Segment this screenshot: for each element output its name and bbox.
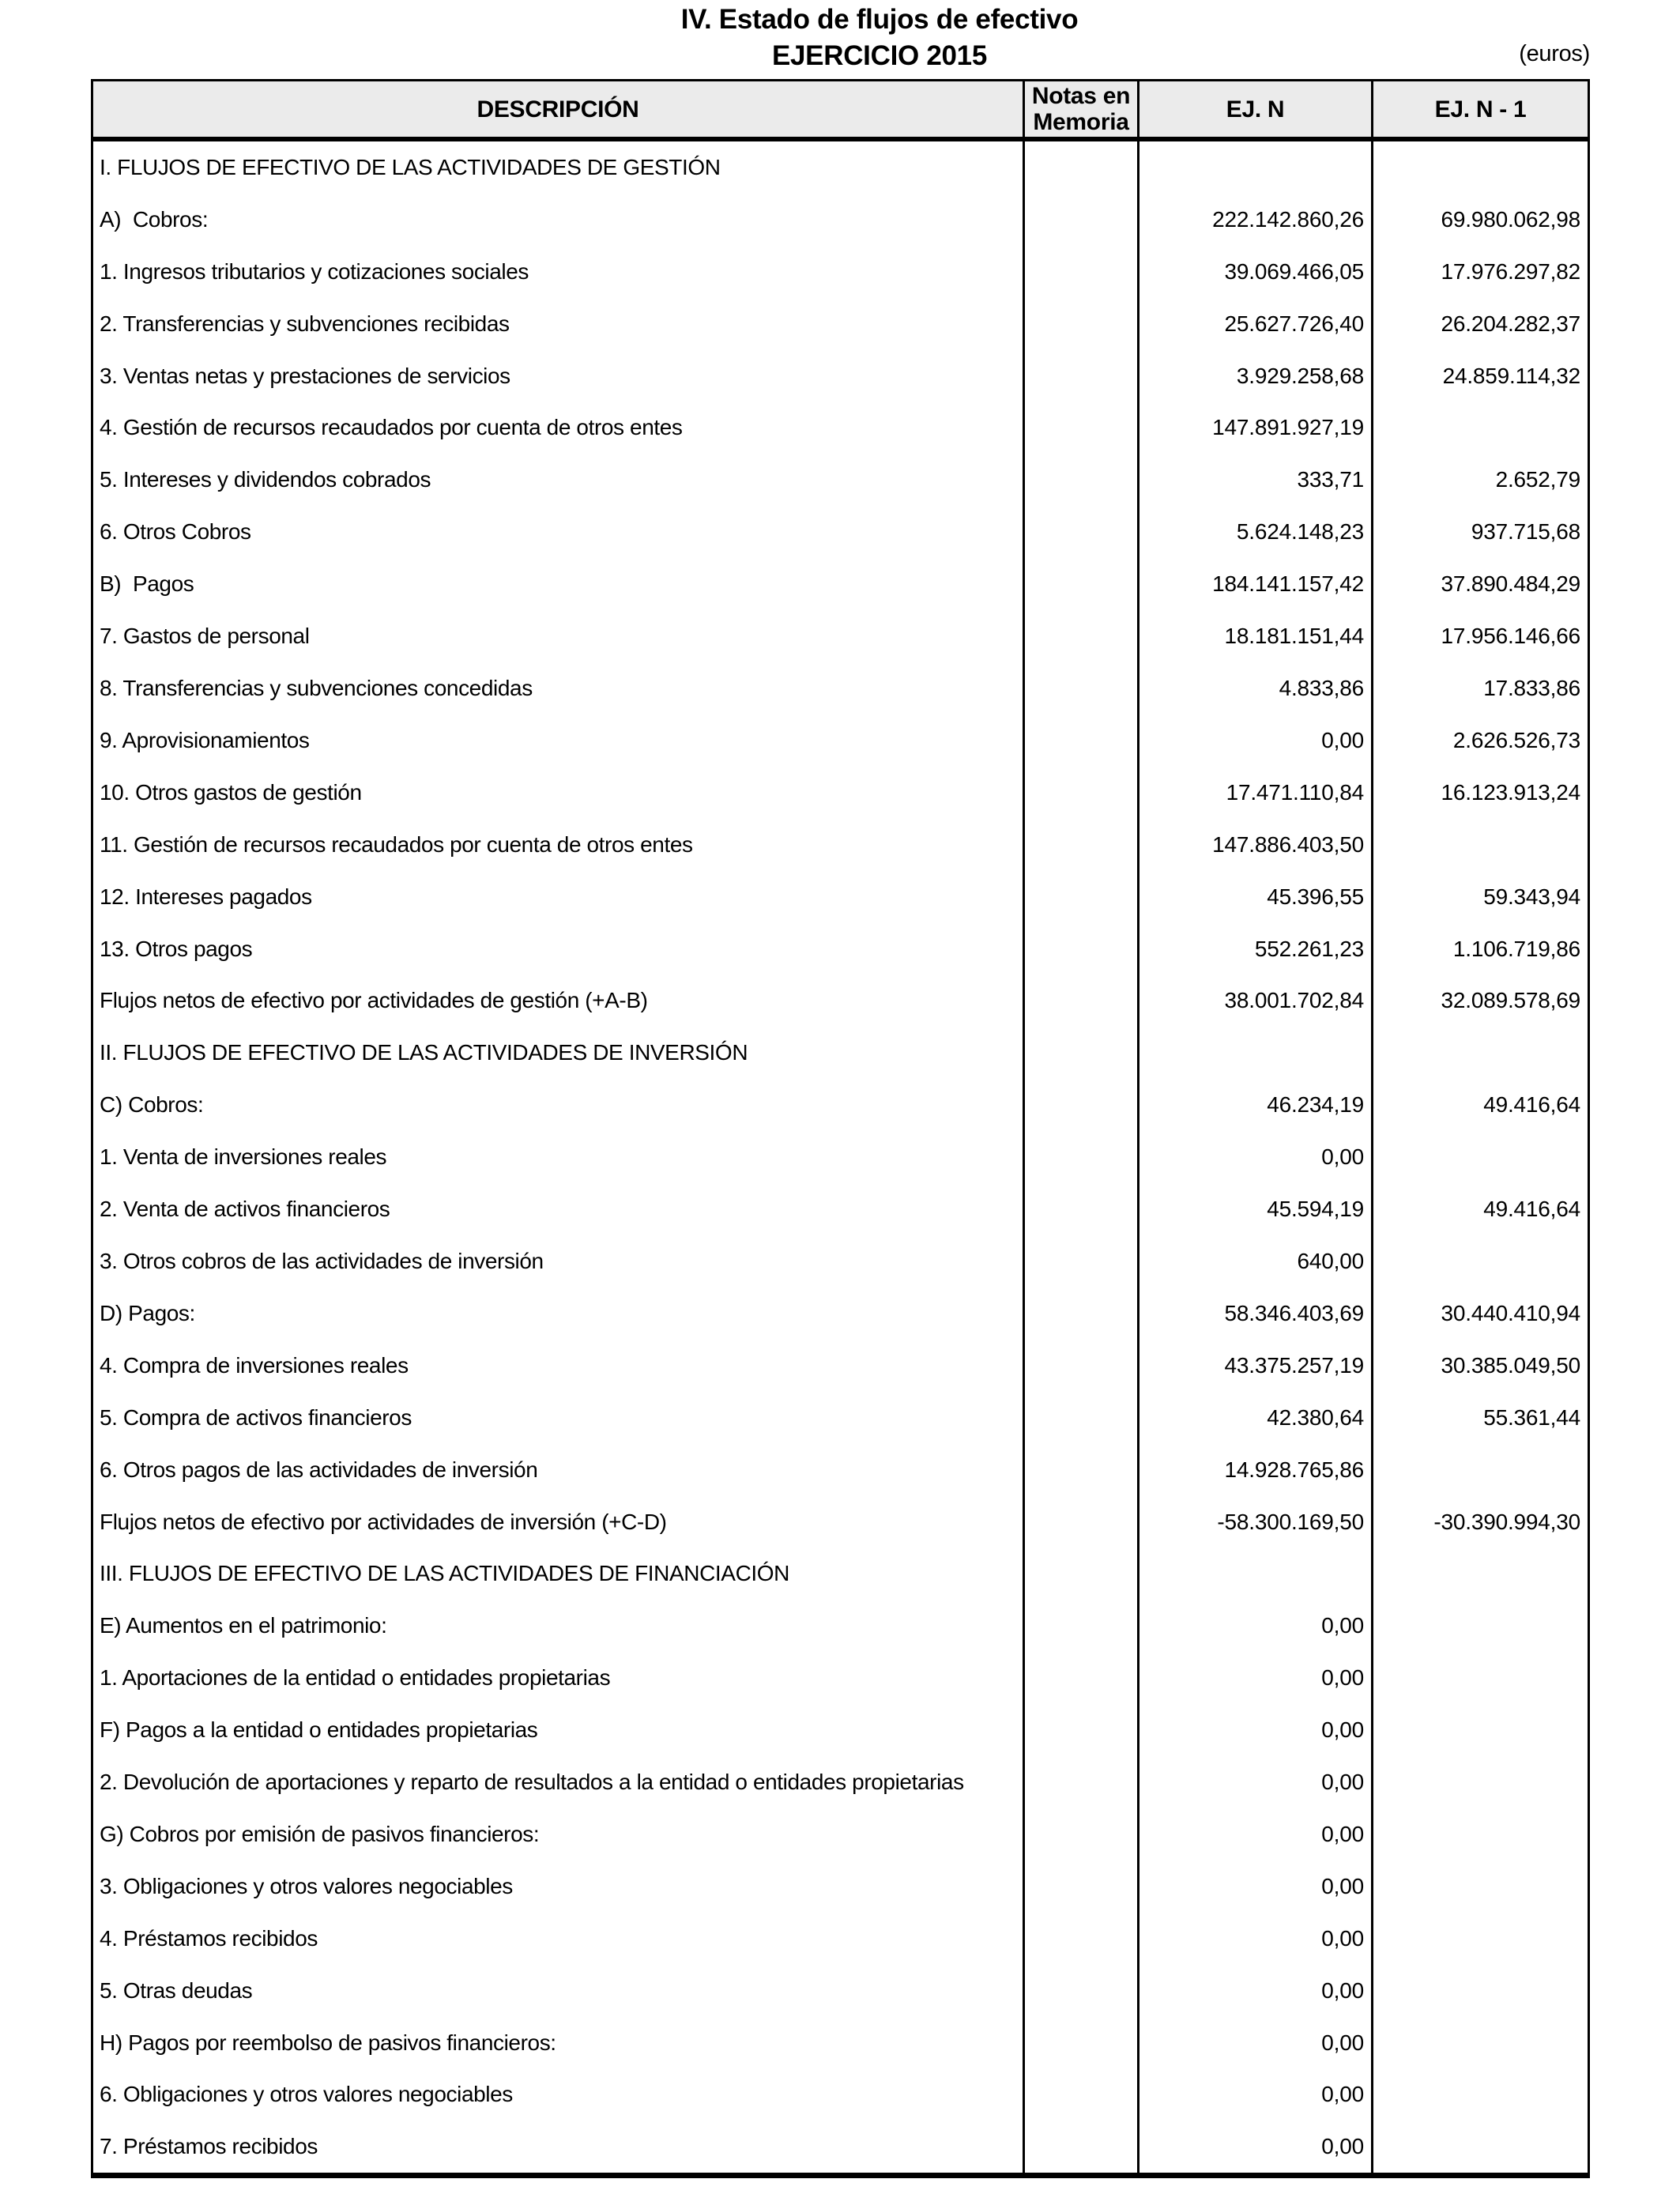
row-ej-n-value: 0,00 bbox=[1137, 1756, 1371, 1808]
row-notas-en-memoria bbox=[1023, 923, 1137, 975]
row-ej-n-value: 222.142.860,26 bbox=[1137, 194, 1371, 246]
row-description: C) Cobros: bbox=[100, 1092, 204, 1118]
row-description: H) Pagos por reembolso de pasivos financieros: bbox=[100, 2030, 556, 2055]
row-notas-en-memoria bbox=[1023, 1913, 1137, 1965]
row-notas-en-memoria bbox=[1023, 454, 1137, 506]
row-notas-en-memoria bbox=[1023, 871, 1137, 923]
row-notas-en-memoria bbox=[1023, 1547, 1137, 1600]
row-description: 3. Otros cobros de las actividades de inversión bbox=[100, 1248, 544, 1273]
row-ej-n-1-value bbox=[1371, 2120, 1588, 2173]
row-ej-n-1-value bbox=[1371, 141, 1588, 194]
row-ej-n-value: 184.141.157,42 bbox=[1137, 558, 1371, 610]
row-notas-en-memoria bbox=[1023, 1756, 1137, 1808]
row-ej-n-value: 42.380,64 bbox=[1137, 1392, 1371, 1444]
row-description: 6. Otros Cobros bbox=[100, 519, 251, 545]
row-description: A) Cobros: bbox=[100, 206, 209, 232]
row-description: 1. Aportaciones de la entidad o entidades propietarias bbox=[100, 1665, 611, 1691]
row-description: 10. Otros gastos de gestión bbox=[100, 779, 362, 805]
row-ej-n-1-value bbox=[1371, 1808, 1588, 1860]
row-ej-n-value: 0,00 bbox=[1137, 1600, 1371, 1652]
row-description: 7. Gastos de personal bbox=[100, 624, 310, 649]
row-notas-en-memoria bbox=[1023, 819, 1137, 871]
row-description: 6. Obligaciones y otros valores negociables bbox=[100, 2082, 513, 2107]
row-notas-en-memoria bbox=[1023, 350, 1137, 402]
row-notas-en-memoria bbox=[1023, 767, 1137, 819]
row-ej-n-1-value: 30.385.049,50 bbox=[1371, 1340, 1588, 1392]
row-ej-n-value bbox=[1137, 1547, 1371, 1600]
row-description: 7. Préstamos recibidos bbox=[100, 2134, 318, 2159]
row-ej-n-value: -58.300.169,50 bbox=[1137, 1496, 1371, 1548]
row-ej-n-1-value: 37.890.484,29 bbox=[1371, 558, 1588, 610]
row-ej-n-value: 45.396,55 bbox=[1137, 871, 1371, 923]
row-description: Flujos netos de efectivo por actividades de gestión (+A-B) bbox=[100, 988, 648, 1013]
row-notas-en-memoria bbox=[1023, 1860, 1137, 1913]
row-ej-n-1-value: 49.416,64 bbox=[1371, 1079, 1588, 1131]
row-notas-en-memoria bbox=[1023, 610, 1137, 662]
row-ej-n-1-value: 30.440.410,94 bbox=[1371, 1287, 1588, 1340]
row-ej-n-value: 147.886.403,50 bbox=[1137, 819, 1371, 871]
row-notas-en-memoria bbox=[1023, 506, 1137, 558]
row-ej-n-1-value bbox=[1371, 2069, 1588, 2121]
row-ej-n-1-value bbox=[1371, 402, 1588, 454]
row-notas-en-memoria bbox=[1023, 558, 1137, 610]
row-notas-en-memoria bbox=[1023, 1183, 1137, 1235]
row-description: 8. Transferencias y subvenciones concedidas bbox=[100, 676, 533, 701]
row-description: 6. Otros pagos de las actividades de inversión bbox=[100, 1457, 538, 1482]
row-description: Flujos netos de efectivo por actividades de inversión (+C-D) bbox=[100, 1509, 667, 1534]
row-notas-en-memoria bbox=[1023, 1079, 1137, 1131]
row-ej-n-1-value: 2.652,79 bbox=[1371, 454, 1588, 506]
row-notas-en-memoria bbox=[1023, 1392, 1137, 1444]
row-ej-n-value: 25.627.726,40 bbox=[1137, 298, 1371, 350]
row-description: I. FLUJOS DE EFECTIVO DE LAS ACTIVIDADES DE GESTIÓN bbox=[100, 154, 721, 179]
row-description: G) Cobros por emisión de pasivos financieros: bbox=[100, 1821, 540, 1846]
row-description: 3. Obligaciones y otros valores negociables bbox=[100, 1873, 513, 1898]
row-ej-n-value: 0,00 bbox=[1137, 1652, 1371, 1704]
row-ej-n-1-value bbox=[1371, 1131, 1588, 1183]
row-ej-n-value: 0,00 bbox=[1137, 1913, 1371, 1965]
row-notas-en-memoria bbox=[1023, 1235, 1137, 1287]
row-notas-en-memoria bbox=[1023, 402, 1137, 454]
row-ej-n-value: 39.069.466,05 bbox=[1137, 246, 1371, 298]
row-ej-n-value: 147.891.927,19 bbox=[1137, 402, 1371, 454]
row-ej-n-1-value bbox=[1371, 2017, 1588, 2069]
currency-unit-note: (euros) bbox=[1519, 41, 1590, 66]
row-ej-n-value: 18.181.151,44 bbox=[1137, 610, 1371, 662]
row-notas-en-memoria bbox=[1023, 1496, 1137, 1548]
row-description: 12. Intereses pagados bbox=[100, 884, 312, 909]
row-ej-n-value: 46.234,19 bbox=[1137, 1079, 1371, 1131]
row-ej-n-1-value bbox=[1371, 819, 1588, 871]
row-ej-n-1-value: 32.089.578,69 bbox=[1371, 975, 1588, 1027]
row-ej-n-value: 58.346.403,69 bbox=[1137, 1287, 1371, 1340]
row-ej-n-value: 0,00 bbox=[1137, 2017, 1371, 2069]
row-description: D) Pagos: bbox=[100, 1300, 195, 1325]
row-notas-en-memoria bbox=[1023, 1287, 1137, 1340]
row-ej-n-1-value: 17.833,86 bbox=[1371, 662, 1588, 714]
row-description: B) Pagos bbox=[100, 571, 194, 597]
row-description: 9. Aprovisionamientos bbox=[100, 727, 310, 752]
row-description: 4. Compra de inversiones reales bbox=[100, 1352, 409, 1378]
row-ej-n-value: 0,00 bbox=[1137, 2069, 1371, 2121]
row-ej-n-1-value: 1.106.719,86 bbox=[1371, 923, 1588, 975]
row-ej-n-1-value: 17.976.297,82 bbox=[1371, 246, 1588, 298]
row-ej-n-1-value bbox=[1371, 1965, 1588, 2017]
row-ej-n-value bbox=[1137, 1027, 1371, 1079]
row-ej-n-1-value: 26.204.282,37 bbox=[1371, 298, 1588, 350]
row-ej-n-value bbox=[1137, 141, 1371, 194]
row-description: 4. Préstamos recibidos bbox=[100, 1925, 318, 1951]
row-description: E) Aumentos en el patrimonio: bbox=[100, 1613, 387, 1638]
row-description: 2. Venta de activos financieros bbox=[100, 1197, 390, 1222]
table-header-row bbox=[93, 81, 1588, 141]
row-notas-en-memoria bbox=[1023, 194, 1137, 246]
row-notas-en-memoria bbox=[1023, 1600, 1137, 1652]
column-header-ej-n-1: EJ. N - 1 bbox=[1371, 81, 1588, 137]
row-ej-n-value: 0,00 bbox=[1137, 1808, 1371, 1860]
row-notas-en-memoria bbox=[1023, 1652, 1137, 1704]
row-ej-n-1-value: 59.343,94 bbox=[1371, 871, 1588, 923]
row-ej-n-value: 0,00 bbox=[1137, 1704, 1371, 1756]
row-description: 3. Ventas netas y prestaciones de servicios bbox=[100, 363, 510, 388]
column-header-descripcion: DESCRIPCIÓN bbox=[477, 96, 639, 123]
row-ej-n-value: 17.471.110,84 bbox=[1137, 767, 1371, 819]
row-ej-n-value: 38.001.702,84 bbox=[1137, 975, 1371, 1027]
row-notas-en-memoria bbox=[1023, 141, 1137, 194]
row-notas-en-memoria bbox=[1023, 1340, 1137, 1392]
row-description: II. FLUJOS DE EFECTIVO DE LAS ACTIVIDADES DE INVERSIÓN bbox=[100, 1040, 748, 1065]
row-notas-en-memoria bbox=[1023, 975, 1137, 1027]
row-ej-n-1-value: 55.361,44 bbox=[1371, 1392, 1588, 1444]
row-description: 5. Otras deudas bbox=[100, 1977, 253, 2003]
row-notas-en-memoria bbox=[1023, 1444, 1137, 1496]
row-description: 1. Ingresos tributarios y cotizaciones sociales bbox=[100, 258, 529, 284]
row-ej-n-1-value bbox=[1371, 1652, 1588, 1704]
row-ej-n-value: 3.929.258,68 bbox=[1137, 350, 1371, 402]
row-ej-n-value: 0,00 bbox=[1137, 1860, 1371, 1913]
row-ej-n-value: 333,71 bbox=[1137, 454, 1371, 506]
row-notas-en-memoria bbox=[1023, 1965, 1137, 2017]
row-ej-n-1-value bbox=[1371, 1600, 1588, 1652]
row-ej-n-1-value bbox=[1371, 1704, 1588, 1756]
row-ej-n-1-value: 49.416,64 bbox=[1371, 1183, 1588, 1235]
document-title: IV. Estado de flujos de efectivo bbox=[680, 4, 1079, 35]
row-ej-n-1-value: 24.859.114,32 bbox=[1371, 350, 1588, 402]
row-ej-n-1-value: 69.980.062,98 bbox=[1371, 194, 1588, 246]
row-notas-en-memoria bbox=[1023, 1027, 1137, 1079]
row-ej-n-1-value bbox=[1371, 1860, 1588, 1913]
row-notas-en-memoria bbox=[1023, 298, 1137, 350]
row-ej-n-value: 45.594,19 bbox=[1137, 1183, 1371, 1235]
row-ej-n-1-value: -30.390.994,30 bbox=[1371, 1496, 1588, 1548]
row-description: 4. Gestión de recursos recaudados por cuenta de otros entes bbox=[100, 415, 683, 440]
row-ej-n-1-value: 2.626.526,73 bbox=[1371, 714, 1588, 767]
row-description: 2. Transferencias y subvenciones recibidas bbox=[100, 311, 510, 336]
row-ej-n-value: 0,00 bbox=[1137, 714, 1371, 767]
row-ej-n-value: 43.375.257,19 bbox=[1137, 1340, 1371, 1392]
row-notas-en-memoria bbox=[1023, 246, 1137, 298]
column-header-notas-en-memoria: Notas en Memoria bbox=[1023, 81, 1137, 137]
row-description: 2. Devolución de aportaciones y reparto de resultados a la entidad o entidades propietarias bbox=[100, 1770, 964, 1795]
column-header-ej-n: EJ. N bbox=[1137, 81, 1371, 137]
row-ej-n-value: 640,00 bbox=[1137, 1235, 1371, 1287]
document-subtitle: EJERCICIO 2015 bbox=[771, 40, 988, 71]
row-notas-en-memoria bbox=[1023, 1131, 1137, 1183]
row-description: 5. Intereses y dividendos cobrados bbox=[100, 467, 431, 492]
row-ej-n-1-value bbox=[1371, 1444, 1588, 1496]
row-description: 13. Otros pagos bbox=[100, 936, 253, 961]
row-notas-en-memoria bbox=[1023, 2069, 1137, 2121]
row-ej-n-1-value bbox=[1371, 1235, 1588, 1287]
row-ej-n-value: 14.928.765,86 bbox=[1137, 1444, 1371, 1496]
row-ej-n-1-value: 17.956.146,66 bbox=[1371, 610, 1588, 662]
row-ej-n-1-value bbox=[1371, 1027, 1588, 1079]
row-ej-n-value: 552.261,23 bbox=[1137, 923, 1371, 975]
row-description: 11. Gestión de recursos recaudados por cuenta de otros entes bbox=[100, 831, 693, 857]
row-ej-n-1-value bbox=[1371, 1756, 1588, 1808]
row-ej-n-1-value: 16.123.913,24 bbox=[1371, 767, 1588, 819]
row-ej-n-value: 4.833,86 bbox=[1137, 662, 1371, 714]
row-notas-en-memoria bbox=[1023, 714, 1137, 767]
row-description: F) Pagos a la entidad o entidades propietarias bbox=[100, 1717, 538, 1743]
row-ej-n-value: 0,00 bbox=[1137, 2120, 1371, 2173]
row-ej-n-1-value: 937.715,68 bbox=[1371, 506, 1588, 558]
row-ej-n-1-value bbox=[1371, 1547, 1588, 1600]
cash-flow-table bbox=[91, 79, 1590, 2178]
row-ej-n-value: 0,00 bbox=[1137, 1131, 1371, 1183]
document-title-block bbox=[79, 2, 1680, 74]
row-description: III. FLUJOS DE EFECTIVO DE LAS ACTIVIDADES DE FINANCIACIÓN bbox=[100, 1561, 789, 1586]
row-description: 5. Compra de activos financieros bbox=[100, 1404, 412, 1430]
row-ej-n-value: 0,00 bbox=[1137, 1965, 1371, 2017]
row-ej-n-value: 5.624.148,23 bbox=[1137, 506, 1371, 558]
row-notas-en-memoria bbox=[1023, 2120, 1137, 2173]
row-description: 1. Venta de inversiones reales bbox=[100, 1144, 387, 1170]
row-notas-en-memoria bbox=[1023, 1704, 1137, 1756]
table-body bbox=[93, 141, 1588, 2173]
row-notas-en-memoria bbox=[1023, 662, 1137, 714]
row-ej-n-1-value bbox=[1371, 1913, 1588, 1965]
row-notas-en-memoria bbox=[1023, 1808, 1137, 1860]
row-notas-en-memoria bbox=[1023, 2017, 1137, 2069]
